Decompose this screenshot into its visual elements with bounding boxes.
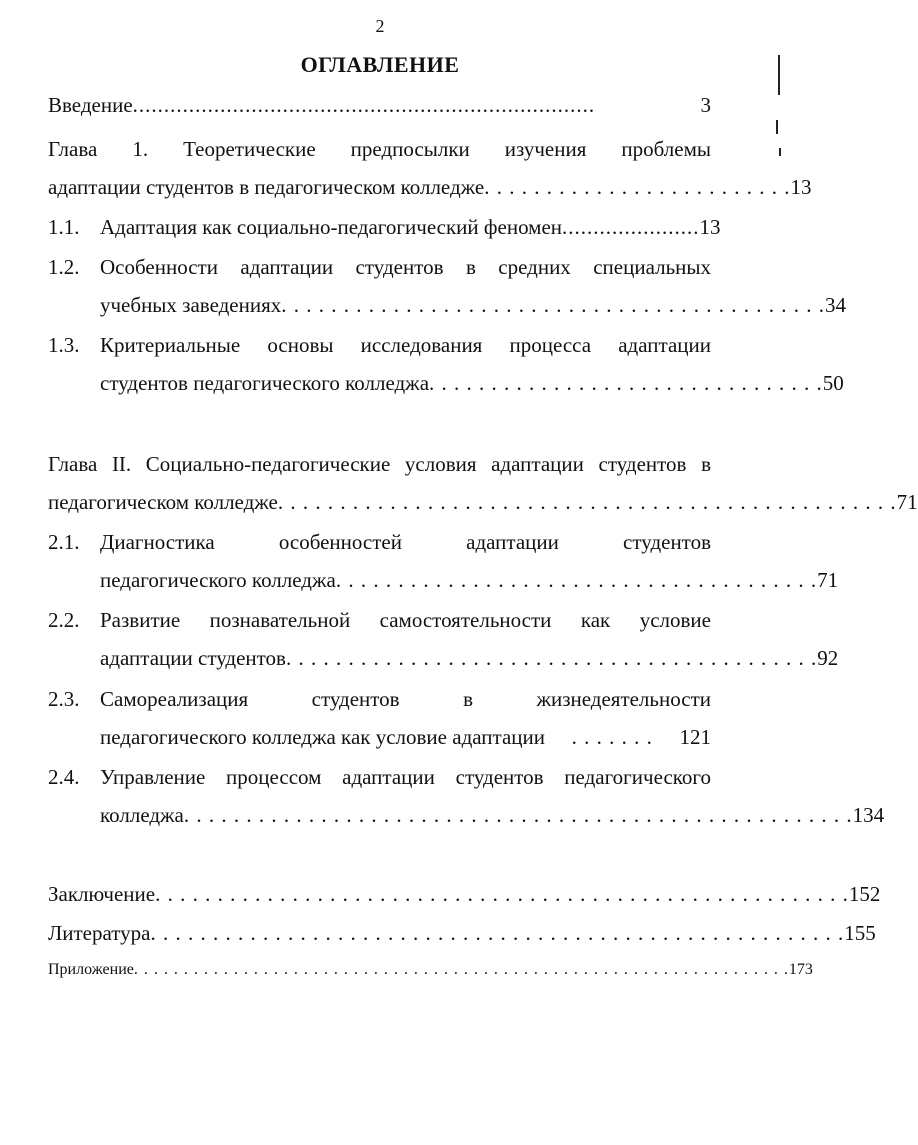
toc-leader-dots: ...................... bbox=[562, 215, 700, 239]
scan-mark bbox=[776, 120, 778, 134]
toc-page-number: 92 bbox=[817, 646, 839, 670]
scan-mark bbox=[779, 148, 781, 156]
toc-page-number: 121 bbox=[679, 725, 711, 749]
toc-page-number: 3 bbox=[700, 93, 711, 117]
toc-page-number: 34 bbox=[825, 293, 847, 317]
toc-label: педагогическом колледже bbox=[48, 490, 278, 514]
toc-section-2-4-line-1[interactable]: Управление процессом адаптации студентов педагогического bbox=[100, 765, 711, 789]
toc-label: Приложение bbox=[48, 961, 134, 978]
toc-entry-conclusion[interactable] bbox=[48, 879, 881, 909]
toc-label: студентов педагогического колледжа bbox=[100, 371, 430, 395]
toc-leader-dots: . . . . . . . . . . . . . . . . . . . . . . . . . . . . . . . . . . . . . . . . . . . bbox=[285, 646, 818, 670]
toc-page-number: 134 bbox=[852, 803, 885, 827]
toc-section-number: 2.3. bbox=[48, 687, 80, 711]
toc-section-2-4-line-2[interactable] bbox=[100, 800, 885, 830]
toc-leader-dots: . . . . . . . . . . . . . . . . . . . . . . . . . . . . . . . . . . . . . . . . . . . . . . . . . . . . . . bbox=[183, 803, 853, 827]
toc-page-number: 173 bbox=[788, 961, 813, 978]
toc-leader-dots: . . . . . . . . . . . . . . . . . . . . . . . . . . . . . . . . . . . . . . . . . . . . . . . . . . . . . . . . bbox=[150, 921, 845, 945]
toc-leader-dots: . . . . . . . . . . . . . . . . . . . . . . . . . bbox=[484, 175, 791, 199]
toc-section-1-2-line-1[interactable]: Особенности адаптации студентов в средних специальных bbox=[100, 255, 711, 279]
toc-label: адаптации студентов bbox=[100, 646, 286, 670]
toc-section-2-3-line-2[interactable] bbox=[100, 722, 711, 752]
toc-page-number: 13 bbox=[790, 175, 812, 199]
toc-section-1-2-line-2[interactable] bbox=[100, 290, 847, 320]
toc-section-number: 2.2. bbox=[48, 608, 80, 632]
toc-section-2-1-line-1[interactable]: Диагностика особенностей адаптации студентов bbox=[100, 530, 711, 554]
toc-section-1-3-line-1[interactable]: Критериальные основы исследования процесса адаптации bbox=[100, 333, 711, 357]
toc-page-number: 71 bbox=[896, 490, 918, 514]
toc-chapter-2-line-2[interactable] bbox=[48, 487, 918, 517]
toc-section-number: 1.3. bbox=[48, 333, 80, 357]
toc-label: колледжа bbox=[100, 803, 184, 827]
toc-section-number: 1.2. bbox=[48, 255, 80, 279]
toc-page-number: 155 bbox=[844, 921, 876, 945]
toc-leader-dots: . . . . . . . bbox=[571, 725, 653, 749]
toc-label: Литература bbox=[48, 921, 151, 945]
toc-section-2-2-line-2[interactable] bbox=[100, 643, 839, 673]
toc-page-number: 13 bbox=[699, 215, 721, 239]
toc-label: Введение bbox=[48, 93, 133, 117]
scan-mark bbox=[778, 55, 780, 95]
toc-section-number: 1.1. bbox=[48, 215, 80, 239]
toc-chapter-2-line-1[interactable]: Глава II. Социально-педагогические условия адаптации студентов в bbox=[48, 452, 711, 476]
toc-entry-intro[interactable] bbox=[48, 90, 711, 120]
toc-section-2-3-line-1[interactable]: Самореализация студентов в жизнедеятельности bbox=[100, 687, 711, 711]
toc-label: адаптации студентов в педагогическом колледже bbox=[48, 175, 485, 199]
page-number: 2 bbox=[375, 16, 385, 36]
toc-entry-literature[interactable] bbox=[48, 918, 876, 948]
toc-leader-dots: . . . . . . . . . . . . . . . . . . . . . . . . . . . . . . . . . . . . . . . bbox=[335, 568, 818, 592]
toc-leader-dots: . . . . . . . . . . . . . . . . . . . . . . . . . . . . . . . . . . . . . . . . . . . . . . . . . . bbox=[277, 490, 897, 514]
toc-entry-appendix[interactable] bbox=[48, 955, 813, 985]
toc-section-number: 2.4. bbox=[48, 765, 80, 789]
toc-section-number: 2.1. bbox=[48, 530, 80, 554]
toc-chapter-1-line-1[interactable]: Глава 1. Теоретические предпосылки изучения проблемы bbox=[48, 137, 711, 161]
toc-leader-dots: .......................................................................... bbox=[132, 93, 596, 117]
page-title: ОГЛАВЛЕНИЕ bbox=[300, 52, 460, 77]
toc-page-number: 50 bbox=[822, 371, 844, 395]
toc-leader-dots: . . . . . . . . . . . . . . . . . . . . . . . . . . . . . . . . . . . . . . . . . . . . bbox=[281, 293, 826, 317]
toc-label: Адаптация как социально-педагогический феномен bbox=[100, 215, 563, 239]
toc-label: Заключение bbox=[48, 882, 156, 906]
toc-label: учебных заведениях bbox=[100, 293, 282, 317]
toc-label: педагогического колледжа как условие адаптации bbox=[100, 725, 545, 749]
toc-leader-dots: . . . . . . . . . . . . . . . . . . . . . . . . . . . . . . . . bbox=[429, 371, 823, 395]
toc-section-2-1-line-2[interactable] bbox=[100, 565, 839, 595]
toc-chapter-1-line-2[interactable] bbox=[48, 172, 812, 202]
toc-page-number: 71 bbox=[817, 568, 839, 592]
toc-section-1-1[interactable] bbox=[100, 212, 721, 242]
toc-page-number: 152 bbox=[848, 882, 881, 906]
toc-leader-dots: . . . . . . . . . . . . . . . . . . . . . . . . . . . . . . . . . . . . . . . . . . . . . . . . . . . . . . . . bbox=[155, 882, 849, 906]
toc-label: педагогического колледжа bbox=[100, 568, 336, 592]
toc-section-2-2-line-1[interactable]: Развитие познавательной самостоятельности как условие bbox=[100, 608, 711, 632]
toc-leader-dots: . . . . . . . . . . . . . . . . . . . . . . . . . . . . . . . . . . . . . . . . . . . . . . . . . . . . . . . . . . . . . . . . . . bbox=[133, 961, 789, 978]
toc-section-1-3-line-2[interactable] bbox=[100, 368, 844, 398]
